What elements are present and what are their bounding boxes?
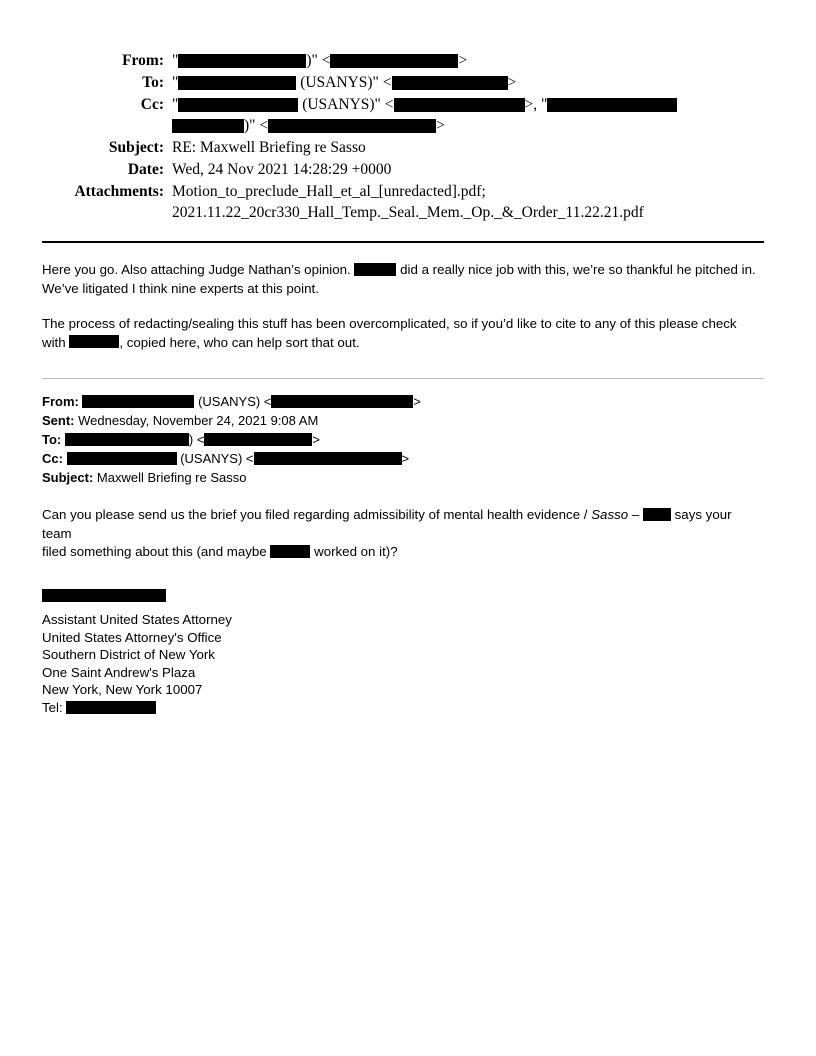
header-value-line: Motion_to_preclude_Hall_et_al_[unredacted].pdf; bbox=[172, 183, 486, 200]
redaction-bar bbox=[271, 395, 413, 408]
redaction-bar bbox=[65, 433, 189, 446]
quoted-email-header bbox=[42, 393, 764, 487]
redaction-bar bbox=[330, 54, 458, 68]
quoted-row-from bbox=[42, 393, 764, 411]
header-value-to bbox=[172, 72, 764, 93]
redaction-bar bbox=[254, 452, 402, 465]
quoted-value: Maxwell Briefing re Sasso bbox=[96, 470, 247, 485]
quoted-body-line: Can you please send us the brief you filed regarding admissibility of mental health evidence / Sasso – says your team bbox=[42, 507, 732, 541]
body-line: Here you go. Also attaching Judge Nathan’s opinion. did a really nice job with this, we’re so thankful he pitched in. bbox=[42, 262, 756, 277]
redaction-bar bbox=[268, 119, 436, 133]
redaction-bar bbox=[42, 589, 166, 602]
header-value-from bbox=[172, 50, 764, 71]
quoted-row-subject bbox=[42, 469, 764, 487]
quoted-row-sent bbox=[42, 412, 764, 430]
header-value-subject bbox=[172, 137, 764, 158]
header-value-line: " (USANYS)" < >, " bbox=[172, 94, 764, 115]
signature-line-1: Assistant United States Attorney bbox=[42, 612, 232, 628]
signature-name-redaction bbox=[42, 588, 764, 606]
header-label-from: From: bbox=[122, 52, 164, 69]
header-value-line: 2021.11.22_20cr330_Hall_Temp._Seal._Mem._Op._&_Order_11.22.21.pdf bbox=[172, 204, 644, 221]
redaction-bar bbox=[270, 545, 310, 558]
quoted-email-body bbox=[42, 506, 764, 562]
header-row-cc bbox=[42, 94, 764, 136]
quoted-label: From: bbox=[42, 394, 79, 409]
header-value-line: RE: Maxwell Briefing re Sasso bbox=[172, 139, 366, 156]
header-label-to: To: bbox=[142, 74, 164, 91]
header-value-line: Wed, 24 Nov 2021 14:28:29 +0000 bbox=[172, 161, 392, 178]
redaction-bar bbox=[643, 508, 671, 521]
header-label-date: Date: bbox=[127, 161, 164, 178]
header-row-subject bbox=[42, 137, 764, 158]
redaction-bar bbox=[66, 701, 156, 714]
signature-phone: Tel: bbox=[42, 699, 764, 717]
quoted-paragraph-1 bbox=[42, 506, 764, 562]
body-paragraph-1 bbox=[42, 261, 764, 298]
header-value-attachments bbox=[172, 181, 764, 223]
quoted-body-line: filed something about this (and maybe worked on it)? bbox=[42, 544, 398, 559]
redaction-bar bbox=[547, 98, 677, 112]
redaction-bar bbox=[392, 76, 508, 90]
redaction-bar bbox=[204, 433, 312, 446]
signature-block bbox=[42, 588, 764, 717]
redaction-bar bbox=[69, 335, 119, 348]
body-paragraph-2 bbox=[42, 315, 764, 352]
signature-line-5: New York, New York 10007 bbox=[42, 682, 203, 698]
redaction-bar bbox=[172, 119, 244, 133]
quoted-value: Wednesday, November 24, 2021 9:08 AM bbox=[78, 413, 319, 428]
header-row-date bbox=[42, 159, 764, 180]
quoted-value: ) < > bbox=[65, 432, 320, 447]
redaction-bar bbox=[394, 98, 525, 112]
quoted-label: To: bbox=[42, 432, 62, 447]
header-value-line: )" < > bbox=[172, 115, 764, 136]
quoted-value: (USANYS) < > bbox=[67, 451, 410, 466]
signature-line-2: United States Attorney's Office bbox=[42, 629, 222, 645]
body-line: We’ve litigated I think nine experts at this point. bbox=[42, 280, 319, 296]
header-label-attachments: Attachments: bbox=[74, 183, 164, 200]
header-value-date bbox=[172, 159, 764, 180]
header-value-line: " )" < > bbox=[172, 52, 468, 69]
header-value-cc bbox=[172, 94, 764, 136]
quoted-label: Cc: bbox=[42, 451, 63, 466]
header-row-attachments bbox=[42, 181, 764, 223]
body-line: with , copied here, who can help sort that out. bbox=[42, 334, 360, 350]
quoted-row-cc bbox=[42, 450, 764, 468]
body-line: The process of redacting/sealing this stuff has been overcomplicated, so if you’d like to cite to any of this please check bbox=[42, 316, 737, 331]
email-header bbox=[42, 50, 764, 223]
header-label-subject: Subject: bbox=[108, 139, 164, 156]
redaction-bar bbox=[82, 395, 194, 408]
signature-line-3: Southern District of New York bbox=[42, 647, 215, 663]
redaction-bar bbox=[67, 452, 177, 465]
signature-line-4: One Saint Andrew's Plaza bbox=[42, 664, 196, 680]
italic-text: Sasso bbox=[591, 507, 629, 522]
header-value-line: " (USANYS)" < > bbox=[172, 74, 517, 91]
quoted-label: Sent: bbox=[42, 413, 75, 428]
redaction-bar bbox=[354, 263, 396, 276]
redaction-bar bbox=[178, 54, 306, 68]
quoted-divider bbox=[42, 378, 764, 379]
header-row-from bbox=[42, 50, 764, 71]
quoted-value: (USANYS) < > bbox=[82, 394, 421, 409]
header-label-cc: Cc: bbox=[140, 96, 164, 113]
header-row-to bbox=[42, 72, 764, 93]
header-divider bbox=[42, 241, 764, 243]
quoted-row-to bbox=[42, 431, 764, 449]
email-body bbox=[42, 261, 764, 352]
redaction-bar bbox=[178, 98, 298, 112]
quoted-label: Subject: bbox=[42, 470, 94, 485]
redaction-bar bbox=[178, 76, 296, 90]
